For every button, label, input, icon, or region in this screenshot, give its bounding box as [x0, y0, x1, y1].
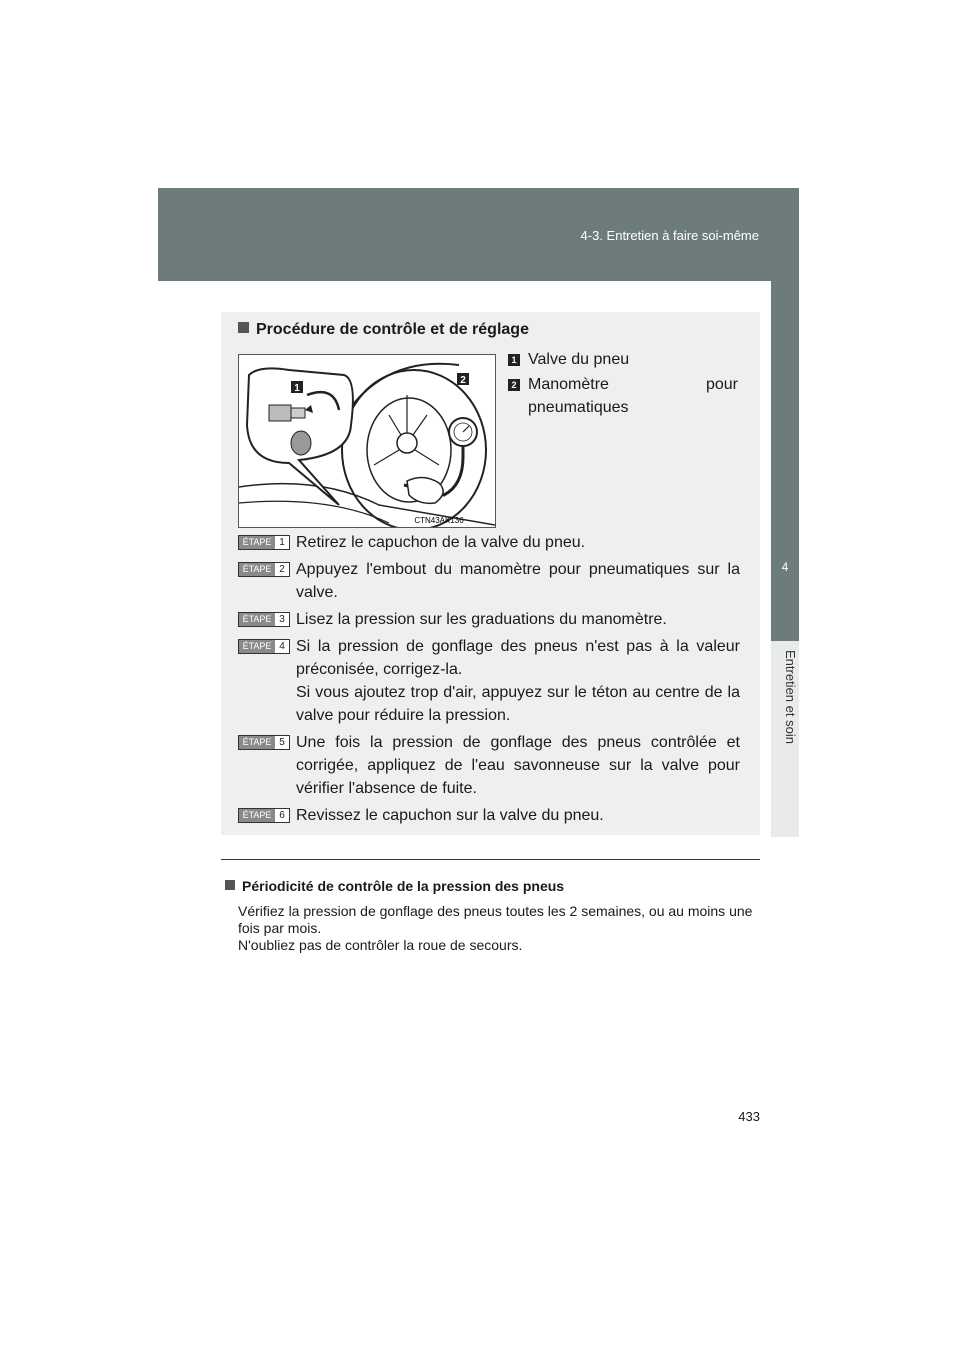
callout-number: 2 [508, 379, 520, 391]
step-badge: ÉTAPE 5 [238, 735, 290, 750]
section-divider [221, 859, 760, 860]
step-badge: ÉTAPE 1 [238, 535, 290, 550]
step-item [238, 608, 740, 631]
step-badge: ÉTAPE 3 [238, 612, 290, 627]
step-text: Retirez le capuchon de la valve du pneu. [296, 534, 586, 551]
chapter-label: Entretien et soin [783, 650, 798, 744]
legend-label: Manomètre [528, 376, 609, 393]
step-text: Une fois la pression de gonflage des pneus contrôlée et corrigée, appliquez de l'eau savonneuse sur la valve pour vérifier l'absence de fuite. [296, 734, 740, 797]
note-body [238, 903, 758, 954]
step-badge: ÉTAPE 4 [238, 639, 290, 654]
svg-text:1: 1 [294, 383, 300, 394]
step-text: Revissez le capuchon sur la valve du pneu. [296, 807, 604, 824]
step-item [238, 531, 740, 554]
step-item [238, 558, 740, 604]
chapter-number: 4 [781, 560, 789, 574]
step-badge: ÉTAPE 6 [238, 808, 290, 823]
step-text: Si vous ajoutez trop d'air, appuyez sur le téton au centre de la valve pour réduire la pression. [296, 684, 740, 724]
callout-legend [508, 348, 738, 421]
section-title: 4-3. Entretien à faire soi-même [580, 228, 759, 243]
legend-label: Valve du pneu [528, 351, 630, 368]
legend-item [508, 348, 738, 371]
step-text: Lisez la pression sur les graduations du manomètre. [296, 611, 667, 628]
legend-label: pour [705, 376, 738, 393]
tire-pressure-illustration [238, 354, 496, 528]
procedure-heading: Procédure de contrôle et de réglage [238, 321, 529, 339]
svg-text:2: 2 [460, 375, 466, 386]
note-title: Périodicité de contrôle de la pression des pneus [225, 878, 564, 894]
legend-label: pneumatiques [528, 399, 629, 416]
step-text: Appuyez l'embout du manomètre pour pneumatiques sur la valve. [296, 561, 740, 601]
callout-number: 1 [508, 354, 520, 366]
square-bullet-icon [225, 880, 235, 890]
step-item [238, 635, 740, 727]
step-item [238, 804, 740, 827]
header-bar [158, 188, 799, 281]
legend-item [508, 373, 738, 419]
step-item [238, 731, 740, 800]
page-number: 433 [738, 1109, 760, 1124]
note-text: N'oubliez pas de contrôler la roue de secours. [238, 937, 523, 953]
step-badge: ÉTAPE 2 [238, 562, 290, 577]
step-list [238, 531, 740, 831]
square-bullet-icon [238, 322, 249, 333]
step-text: Si la pression de gonflage des pneus n'est pas à la valeur préconisée, corrigez-la. [296, 638, 740, 678]
note-text: Vérifiez la pression de gonflage des pneus toutes les 2 semaines, ou au moins une fois par mois. [238, 903, 753, 936]
tire-gauge-drawing [239, 355, 495, 527]
image-code: CTN43AK136 [414, 516, 464, 525]
